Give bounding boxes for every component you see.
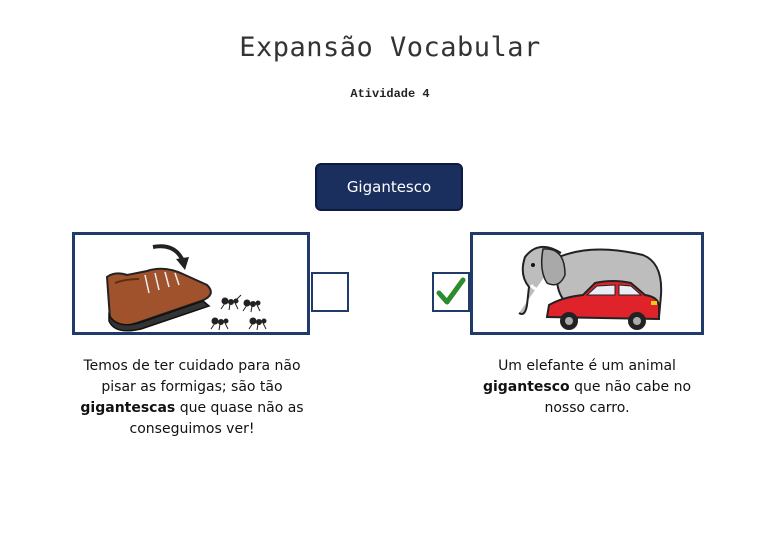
caption-right: [470, 356, 704, 419]
caption-right-highlight: gigantesco: [482, 379, 570, 395]
option-image-shoe[interactable]: [72, 232, 310, 335]
caption-left: [72, 356, 312, 440]
target-word-box: [315, 163, 463, 211]
page-title: Expansão Vocabular: [239, 32, 541, 63]
ant-3: [211, 318, 228, 330]
elephant-car-illustration: [473, 235, 701, 332]
caption-right-text-end: que não cabe no nosso carro.: [544, 379, 692, 416]
option-checkbox-left[interactable]: [311, 272, 349, 312]
caption-left-text-end: que quase não as conseguimos ver!: [129, 400, 304, 437]
ant-4: [249, 318, 266, 330]
check-mark-icon: [436, 277, 466, 307]
target-word: Gigantesco: [346, 178, 432, 196]
option-image-elephant[interactable]: [470, 232, 704, 335]
ant-2: [243, 300, 260, 312]
activity-label: Atividade 4: [350, 87, 430, 101]
shoe-ants-illustration: [75, 235, 307, 332]
caption-right-text: Um elefante é um animal: [498, 358, 676, 374]
ant-1: [221, 295, 241, 310]
caption-left-text: Temos de ter cuidado para não pisar as formigas; são tão: [83, 358, 301, 395]
caption-left-highlight: gigantescas: [80, 400, 176, 416]
